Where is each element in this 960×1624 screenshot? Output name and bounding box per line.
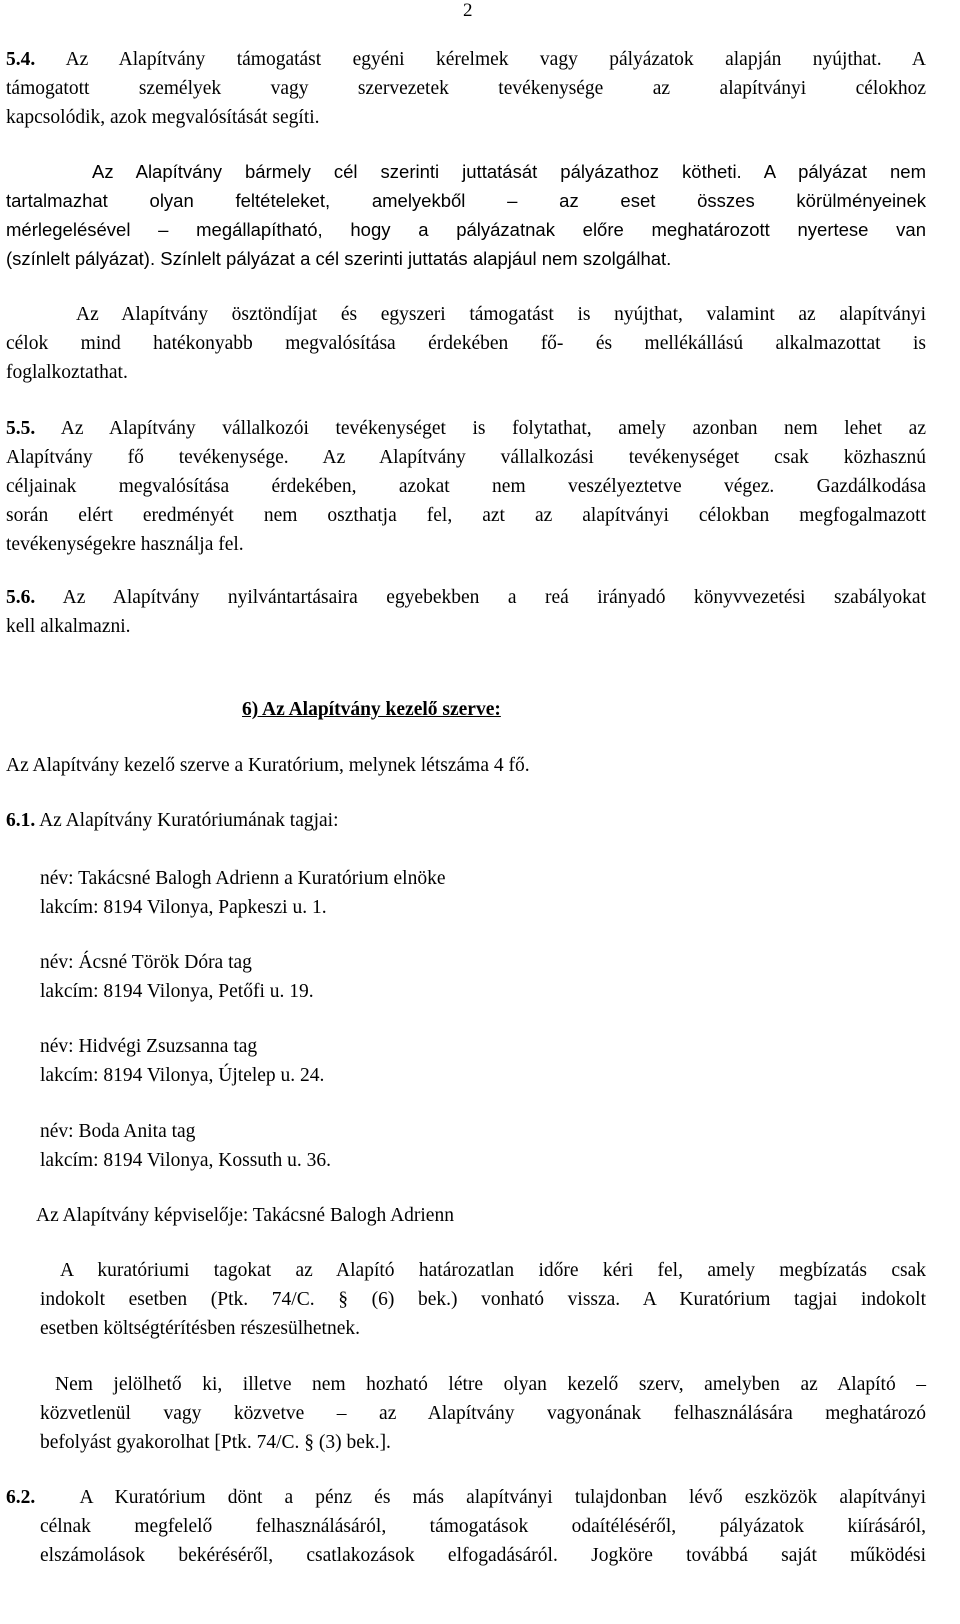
section-6-1 (6, 806, 339, 835)
tender-line-4: (színlelt pályázat). Színlelt pályázat a cél szerinti juttatás alapjául nem szolgálhat. (6, 248, 672, 269)
exclusion-line-2: közvetlenül vagy közvetve – az Alapítvány vagyonának felhasználására meghatározó (40, 1403, 926, 1424)
section-5-6-line-2: kell alkalmazni. (6, 616, 131, 637)
section-6-2-line-1 (6, 1483, 926, 1512)
section-5-5-line-1 (6, 414, 926, 443)
text: A Kuratórium dönt a pénz és más alapítványi tulajdonban lévő eszközök alapítványi (79, 1487, 927, 1508)
tender-paragraph (6, 157, 926, 273)
section-number: 6.2. (6, 1487, 36, 1508)
exclusion-line-1: Nem jelölhető ki, illetve nem hozható létre olyan kezelő szerv, amelyben az Alapító – (55, 1374, 926, 1395)
section-number: 5.4. (6, 49, 36, 70)
text: Az Alapítvány vállalkozói tevékenységet is folytathat, amely azonban nem lehet az (60, 418, 926, 439)
section-5-5-line-5: tevékenységekre használja fel. (6, 534, 244, 555)
section-6-heading: 6) Az Alapítvány kezelő szerve: (242, 699, 501, 720)
member-4-address: lakcím: 8194 Vilonya, Kossuth u. 36. (40, 1150, 331, 1171)
recall-line-2: indokolt esetben (Ptk. 74/C. § (6) bek.) vonható vissza. A Kuratórium tagjai indokolt (40, 1289, 926, 1310)
scholarship-paragraph (6, 300, 926, 387)
scholarship-line-3: foglalkoztathat. (6, 362, 128, 383)
section-5-6 (6, 583, 926, 641)
member-3-address: lakcím: 8194 Vilonya, Újtelep u. 24. (40, 1065, 325, 1086)
section-5-4-line-1 (6, 45, 926, 74)
exclusion-paragraph (40, 1370, 926, 1457)
recall-paragraph (40, 1256, 926, 1343)
member-1-address: lakcím: 8194 Vilonya, Papkeszi u. 1. (40, 897, 327, 918)
section-5-4-line-2: támogatott személyek vagy szervezetek tevékenysége az alapítványi célokhoz (6, 78, 926, 99)
text: Az Alapítvány nyilvántartásaira egyebekben a reá irányadó könyvvezetési szabályokat (62, 587, 926, 608)
section-5-6-line-1 (6, 583, 926, 612)
section-number: 5.5. (6, 418, 36, 439)
tender-line-1: Az Alapítvány bármely cél szerinti juttatását pályázathoz kötheti. A pályázat nem (92, 161, 926, 182)
member-1-name: név: Takácsné Balogh Adrienn a Kuratórium elnöke (40, 868, 446, 889)
section-5-5-line-4: során elért eredményét nem oszthatja fel, azt az alapítványi célokban megfogalmazott (6, 505, 926, 526)
exclusion-line-3: befolyást gyakorolhat [Ptk. 74/C. § (3) bek.]. (40, 1432, 391, 1453)
member-3-name: név: Hidvégi Zsuzsanna tag (40, 1036, 258, 1057)
section-5-5-line-2: Alapítvány fő tevékenysége. Az Alapítvány vállalkozási tevékenységet csak közhasznú (6, 447, 926, 468)
section-number: 5.6. (6, 587, 36, 608)
scholarship-line-2: célok mind hatékonyabb megvalósítása érdekében fő- és mellékállású alkalmazottat is (6, 333, 926, 354)
section-5-5 (6, 414, 926, 559)
section-number: 6.1. (6, 810, 36, 831)
member-2-address: lakcím: 8194 Vilonya, Petőfi u. 19. (40, 981, 314, 1002)
page-number: 2 (463, 0, 473, 21)
member-2-name: név: Ácsné Török Dóra tag (40, 952, 252, 973)
tender-line-2: tartalmazhat olyan feltételeket, amelyekből – az eset összes körülményeinek (6, 190, 926, 211)
section-5-5-line-3: céljainak megvalósítása érdekében, azokat nem veszélyeztetve végez. Gazdálkodása (6, 476, 926, 497)
managing-body-intro: Az Alapítvány kezelő szerve a Kuratórium, melynek létszáma 4 fő. (6, 755, 530, 776)
section-6-2 (6, 1483, 926, 1570)
text: Az Alapítvány támogatást egyéni kérelmek vagy pályázatok alapján nyújthat. A (65, 49, 926, 70)
section-6-2-line-3: elszámolások bekéréséről, csatlakozások elfogadásáról. Jogköre továbbá saját működési (40, 1545, 926, 1566)
section-5-4-line-3: kapcsolódik, azok megvalósítását segíti. (6, 107, 320, 128)
representative: Az Alapítvány képviselője: Takácsné Balogh Adrienn (36, 1205, 454, 1226)
section-5-4 (6, 45, 926, 132)
scholarship-line-1: Az Alapítvány ösztöndíjat és egyszeri támogatást is nyújthat, valamint az alapítványi (76, 304, 926, 325)
member-4-name: név: Boda Anita tag (40, 1121, 196, 1142)
text: Az Alapítvány Kuratóriumának tagjai: (39, 810, 339, 831)
section-6-2-line-2: célnak megfelelő felhasználásáról, támogatások odaítéléséről, pályázatok kiírásáról, (40, 1516, 926, 1537)
recall-line-1: A kuratóriumi tagokat az Alapító határozatlan időre kéri fel, amely megbízatás csak (60, 1260, 926, 1281)
tender-line-3: mérlegelésével – megállapítható, hogy a pályázatnak előre meghatározott nyertese van (6, 219, 926, 240)
recall-line-3: esetben költségtérítésben részesülhetnek. (40, 1318, 361, 1339)
